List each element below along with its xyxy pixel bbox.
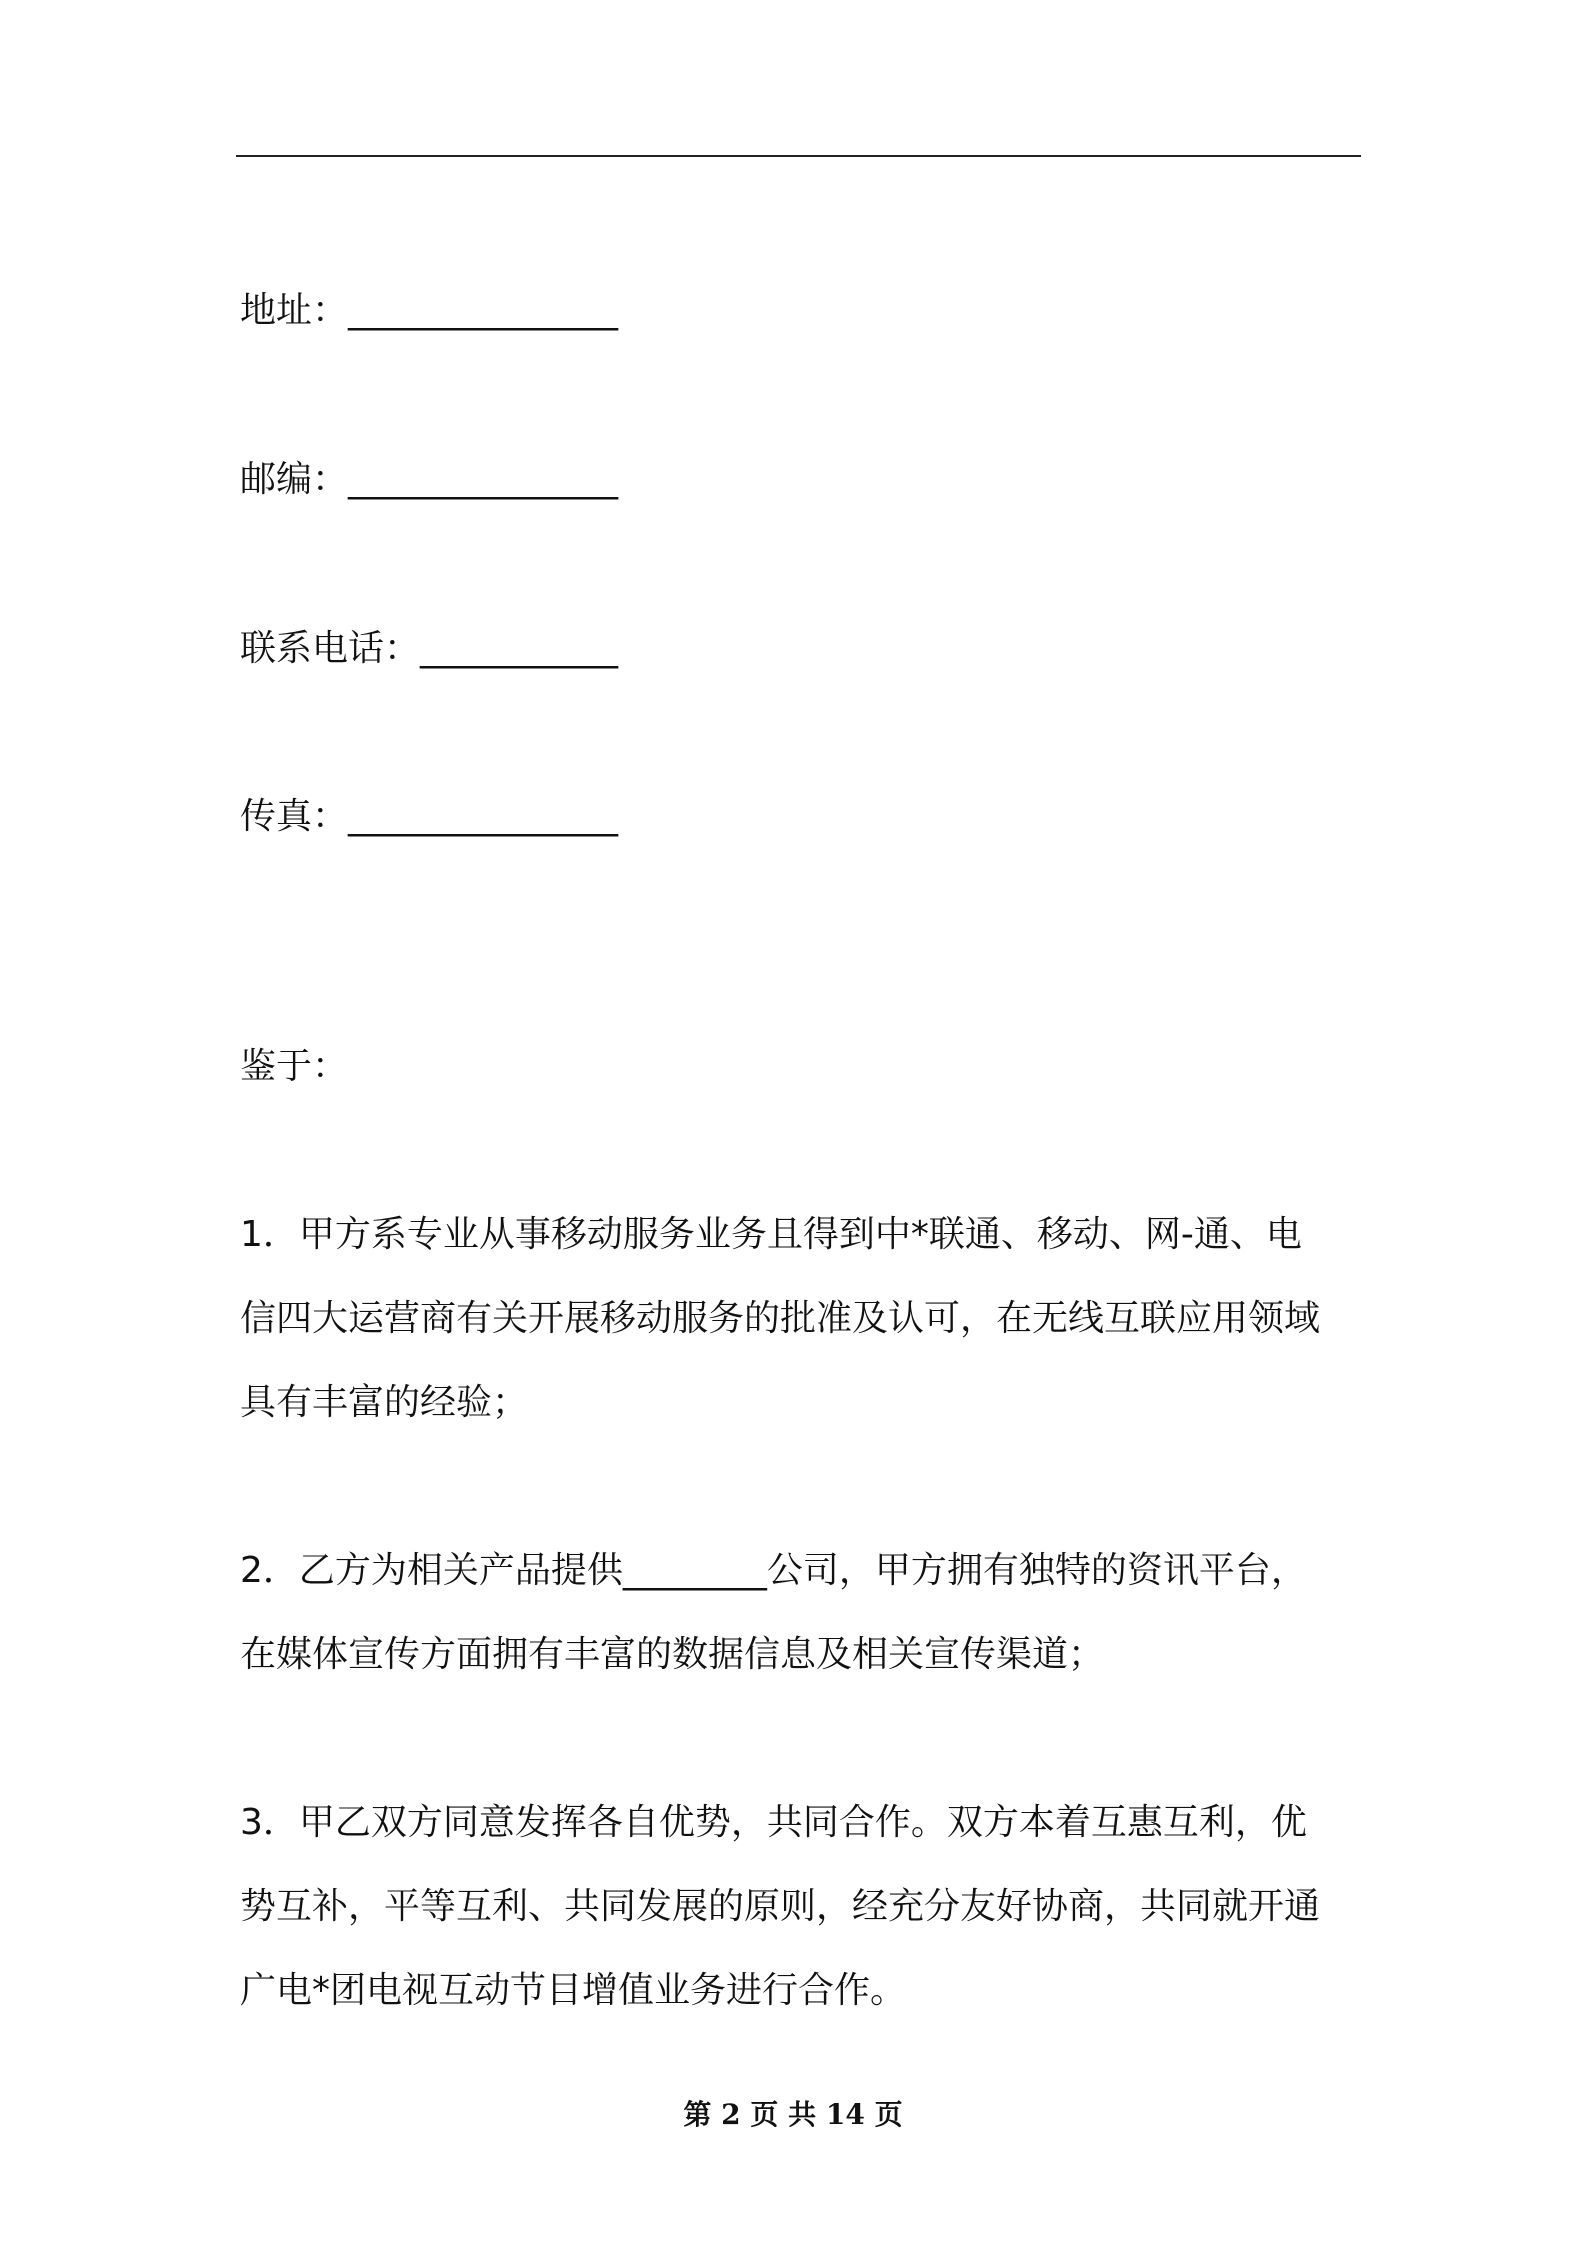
recital-item-3: 3．甲乙双方同意发挥各自优势，共同合作。双方本着互惠互利，优 势互补，平等互利、共同发展的原则，经充分友好协商，共同就开通 广电*团电视互动节目增值业务进行合作。	[240, 1802, 1321, 2011]
recital-item-2: 2．乙方为相关产品提供________公司，甲方拥有独特的资讯平台， 在媒体宣传方面拥有丰富的数据信息及相关宣传渠道；	[240, 1550, 1307, 1675]
recital-item-1: 1．甲方系专业从事移动服务业务且得到中*联通、移动、网-通、电 信四大运营商有关开展移动服务的批准及认可，在无线互联应用领域 具有丰富的经验；	[240, 1214, 1321, 1423]
address-field: 地址：_______________	[240, 290, 619, 331]
postcode-field: 邮编：_______________	[240, 459, 619, 500]
header-rule	[236, 155, 1361, 157]
phone-field: 联系电话：___________	[240, 628, 619, 669]
page-number: 第 2 页 共 14 页	[683, 2098, 903, 2131]
fax-field: 传真：_______________	[240, 796, 619, 837]
recitals-heading: 鉴于：	[240, 1046, 349, 1087]
